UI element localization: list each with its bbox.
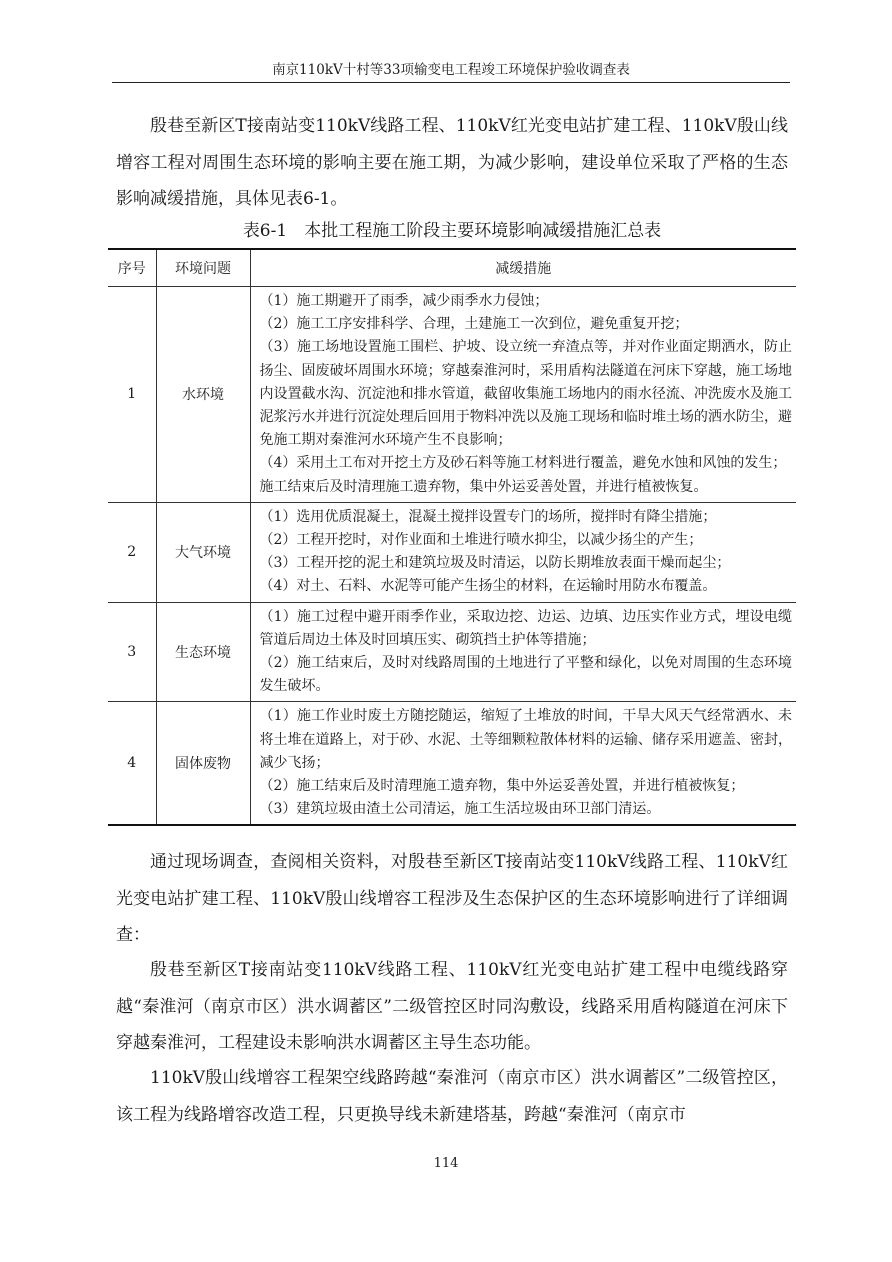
row-number: 2	[108, 502, 156, 602]
header-no: 序号	[108, 249, 156, 287]
table-header-row	[108, 249, 796, 287]
measure-item: （2）施工工序安排科学、合理，土建施工一次到位，避免重复开挖；	[259, 316, 689, 333]
page-number: 114	[433, 1156, 459, 1171]
measures-cell	[250, 602, 796, 702]
row-number: 4	[108, 702, 156, 826]
measure-item: （2）施工结束后，及时对线路周围的土地进行了平整和绿化，以免对周围的生态环境发生破坏。	[259, 655, 792, 695]
measure-item: （1）施工期避开了雨季，减少雨季水力侵蚀；	[259, 293, 549, 309]
header-issue: 环境问题	[156, 249, 250, 287]
measure-item: （2）工程开挖时，对作业面和土堆进行喷水抑尘，以减少扬尘的产生；	[259, 532, 703, 549]
table-row	[108, 502, 796, 602]
environment-issue: 固体废物	[156, 702, 250, 826]
measure-item: （3）施工场地设置施工围栏、护坡、设立统一弃渣点等，并对作业面定期洒水，防止扬尘、固废破坏周围水环境；穿越秦淮河时，采用盾构法隧道在河床下穿越，施工场地内设置截水沟、沉淀池和排水管道，截留收集施工场地内的雨水径流、冲洗废水及施工泥浆污水并进行沉淀处理后回用于物料冲洗以及施工现场和临时堆土场的洒水防尘，避免施工期对秦淮河水环境产生不良影响；	[259, 339, 792, 449]
running-header: 南京110kV十村等33项输变电工程竣工环境保护验收调查表	[272, 62, 630, 78]
header-measures: 减缓措施	[250, 249, 796, 287]
measure-item: 施工结束后及时清理施工遗弃物，集中外运妥善处置，并进行植被恢复。	[259, 478, 708, 495]
row-number: 1	[108, 287, 156, 503]
table-row	[108, 602, 796, 702]
environment-issue: 水环境	[156, 287, 250, 503]
mitigation-measures-table	[108, 248, 796, 826]
measure-item: （3）建筑垃圾由渣土公司清运，施工生活垃圾由环卫部门清运。	[259, 801, 661, 818]
overhead-line-paragraph: 110kV殷山线增容工程架空线路跨越“秦淮河（南京市区）洪水调蓄区”二级管控区，该工程为线路增容改造工程，只更换导线未新建塔基，跨越“秦淮河（南京市	[116, 1068, 788, 1125]
measure-item: （1）选用优质混凝土，混凝土搅拌设置专门的场所，搅拌时有降尘措施；	[259, 508, 717, 525]
measure-item: （1）施工过程中避开雨季作业，采取边挖、边运、边填、边压实作业方式，埋设电缆管道后周边土体及时回填压实、砌筑挡土护体等措施；	[259, 608, 792, 648]
measure-item: （3）工程开挖的泥土和建筑垃圾及时清运，以防长期堆放表面干燥而起尘；	[259, 555, 731, 572]
measure-item: （1）施工作业时废土方随挖随运，缩短了土堆放的时间，干旱大风天气经常洒水、未将土堆在道路上，对于砂、水泥、土等细颗粒散体材料的运输、储存采用遮盖、密封，减少飞扬；	[259, 708, 792, 771]
cable-crossing-paragraph: 殷巷至新区T接南站变110kV线路工程、110kV红光变电站扩建工程中电缆线路穿越“秦淮河（南京市区）洪水调蓄区”二级管控区时同沟敷设，线路采用盾构隧道在河床下穿越秦淮河，工程建设未影响洪水调蓄区主导生态功能。	[116, 960, 788, 1053]
measures-cell	[250, 702, 796, 826]
row-number: 3	[108, 602, 156, 702]
measures-cell	[250, 287, 796, 503]
header-rule	[112, 82, 790, 83]
measures-cell	[250, 502, 796, 602]
table-row	[108, 702, 796, 826]
table-caption: 表6-1 本批工程施工阶段主要环境影响减缓措施汇总表	[242, 221, 662, 241]
environment-issue: 大气环境	[156, 502, 250, 602]
measure-item: （4）采用土工布对开挖土方及砂石料等施工材料进行覆盖，避免水蚀和风蚀的发生；	[259, 455, 787, 472]
survey-paragraph: 通过现场调查，查阅相关资料，对殷巷至新区T接南站变110kV线路工程、110kV红光变电站扩建工程、110kV殷山线增容工程涉及生态保护区的生态环境影响进行了详细调查：	[116, 852, 788, 945]
environment-issue: 生态环境	[156, 602, 250, 702]
intro-paragraph: 殷巷至新区T接南站变110kV线路工程、110kV红光变电站扩建工程、110kV殷山线增容工程对周围生态环境的影响主要在施工期，为减少影响，建设单位采取了严格的生态影响减缓措施，具体见表6-1。	[116, 116, 788, 209]
measure-item: （2）施工结束后及时清理施工遗弃物，集中外运妥善处置，并进行植被恢复；	[259, 778, 745, 795]
table-row	[108, 287, 796, 503]
measure-item: （4）对土、石料、水泥等可能产生扬尘的材料，在运输时用防水布覆盖。	[259, 578, 717, 595]
